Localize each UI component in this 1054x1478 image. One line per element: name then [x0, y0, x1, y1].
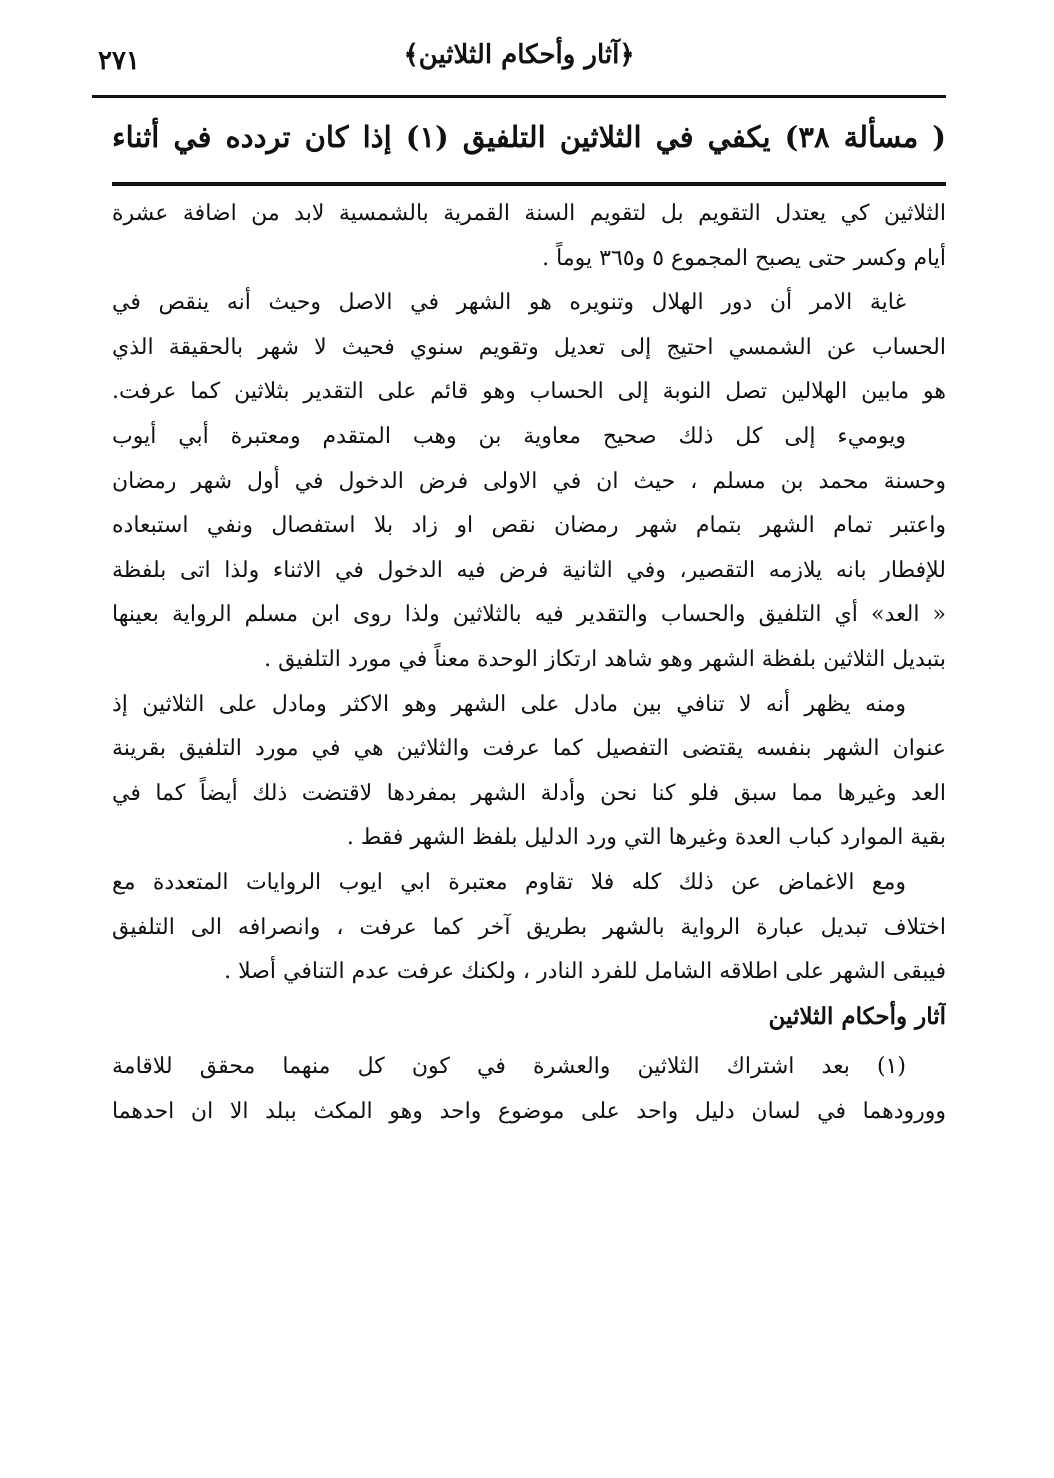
footnote-line: وورودهما في لسان دليل واحد على موضوع واحد وهو المكث ببلد الا ان احدهما [112, 1098, 946, 1124]
text-line: وحسنة محمد بن مسلم ، حيث ان في الاولى فرض الدخول في أول شهر رمضان [112, 468, 946, 494]
text-line: هو مابين الهلالين تصل النوبة إلى الحساب وهو قائم على التقدير بثلاثين كما عرفت. [112, 379, 946, 405]
header-rule [92, 95, 946, 98]
text-line: عنوان الشهر بنفسه يقتضى التفصيل كما عرفت والثلاثين هي في مورد التلفيق بقرينة [112, 736, 946, 762]
text-line: للإفطار بانه يلازمه التقصير، وفي الثانية فرض فيه الدخول في الاثناء ولذا اتى بلفظة [112, 557, 946, 583]
text-line: ومع الاغماض عن ذلك كله فلا تقاوم معتبرة ابي ايوب الروايات المتعددة مع [112, 869, 906, 895]
text-line: واعتبر تمام الشهر بتمام شهر رمضان نقص او زاد بلا استفصال ونفي استبعاده [112, 513, 946, 539]
text-line: « العد» أي التلفيق والحساب والتقدير فيه بالثلاثين ولذا روى ابن مسلم الرواية بعينها [112, 602, 946, 628]
text-line: أيام وكسر حتى يصبح المجموع ٥ و٣٦٥ يوماً . [542, 245, 946, 271]
text-line: ومنه يظهر أنه لا تنافي بين مادل على الشهر وهو الاكثر ومادل على الثلاثين إذ [112, 691, 906, 717]
section-heading: آثار وأحكام الثلاثين [768, 1002, 946, 1030]
heading-rule [112, 182, 946, 186]
text-line: الثلاثين كي يعتدل التقويم بل لتقويم السنة القمرية بالشمسية لابد من اضافة عشرة [112, 201, 946, 226]
page-number: ٢٧١ [98, 46, 140, 76]
text-line: ويوميء إلى كل ذلك صحيح معاوية بن وهب المتقدم ومعتبرة أبي أيوب [112, 423, 906, 449]
running-title: ﴿آثار وأحكام الثلاثين﴾ [403, 40, 635, 70]
text-line: الحساب عن الشمسي احتيج إلى تعديل وتقويم سنوي فحيث لا شهر بالحقيقة الذي [112, 334, 946, 360]
text-line: فيبقى الشهر على اطلاقه الشامل للفرد النادر ، ولكنك عرفت عدم التنافي أصلا . [224, 959, 946, 985]
text-line: العد وغيرها مما سبق فلو كنا نحن وأدلة الشهر بمفردها لاقتضت ذلك أيضاً كما في [112, 780, 946, 806]
text-line: بتبديل الثلاثين بلفظة الشهر وهو شاهد ارتكاز الوحدة معناً في مورد التلفيق . [264, 646, 946, 672]
page-header [92, 36, 946, 96]
footnote-line: (١) بعد اشتراك الثلاثين والعشرة في كون كل منهما محقق للاقامة [112, 1054, 906, 1080]
text-line: اختلاف تبديل عبارة الرواية بالشهر بطريق آخر كما عرفت ، وانصرافه الى التلفيق [112, 914, 946, 940]
masala-heading: ( مسألة ٣٨) يكفي في الثلاثين التلفيق (١) إذا كان تردده في أثناء [112, 120, 946, 154]
text-line: بقية الموارد كباب العدة وغيرها التي ورد الدليل بلفظ الشهر فقط . [346, 825, 946, 851]
text-line: غاية الامر أن دور الهلال وتنويره هو الشهر في الاصل وحيث أنه ينقص في [112, 290, 906, 316]
body-text [112, 192, 946, 1134]
